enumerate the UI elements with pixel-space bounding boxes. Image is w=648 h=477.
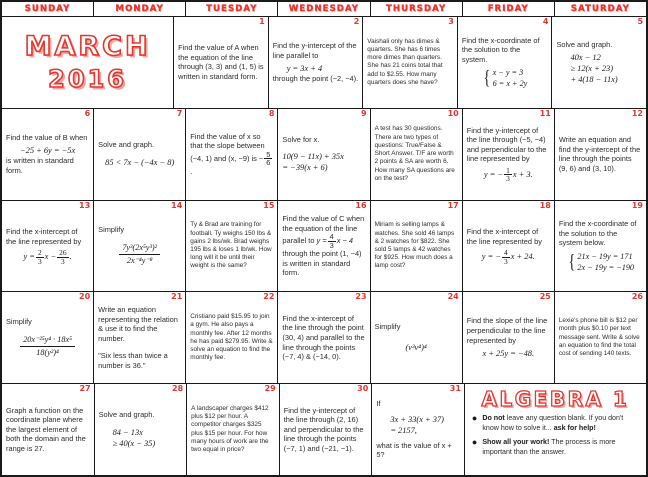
day-number: 13	[79, 200, 91, 210]
day-cell-18[interactable]	[463, 201, 555, 292]
weekday-header-monday	[94, 2, 186, 16]
weekday-header-row	[2, 2, 646, 17]
day-cell-28[interactable]	[95, 384, 188, 475]
day-number: 20	[79, 292, 91, 302]
day-cell-2[interactable]	[269, 17, 364, 108]
day-number: 27	[79, 384, 91, 394]
problem-equation: 85 < 7x − (−4x − 8)	[105, 157, 175, 167]
day-problem	[98, 225, 181, 266]
problem-quote: "Six less than twice a number is 36."	[98, 351, 168, 370]
day-problem	[375, 322, 458, 353]
promo-bullet-list	[472, 414, 639, 462]
week-row-4	[2, 292, 646, 384]
problem-equation	[98, 242, 181, 267]
day-number: 15	[263, 200, 275, 210]
weekday-label: SUNDAY	[24, 4, 71, 14]
day-problem	[178, 43, 264, 81]
weekday-label: FRIDAY	[487, 4, 529, 14]
day-cell-20[interactable]	[2, 292, 94, 383]
problem-text: Find the slope of the line perpendicular to the line represented by	[466, 316, 548, 345]
day-problem	[99, 410, 183, 449]
day-cell-31[interactable]	[372, 384, 465, 475]
weekday-label: MONDAY	[115, 4, 164, 14]
day-problem	[6, 227, 89, 265]
day-problem	[284, 406, 368, 454]
day-cell-26[interactable]	[555, 292, 646, 383]
problem-text: Solve and graph.	[98, 140, 155, 150]
day-problem	[375, 221, 458, 270]
problem-text: Solve and graph.	[98, 410, 155, 420]
day-cell-17[interactable]	[371, 201, 463, 292]
day-problem	[282, 314, 365, 362]
day-number: 8	[268, 108, 275, 118]
weekday-header-wednesday	[278, 2, 370, 16]
problem-text: Find the x-intercept of the line represented by	[6, 226, 82, 246]
problem-text: Find the value of x so that the slope between (−4, 1) and (x, −9) is − $\frac{5}{6}$ .	[190, 131, 271, 176]
day-problem	[190, 313, 273, 362]
day-cell-3[interactable]	[363, 17, 458, 108]
problem-text: Find the y-intercept of the line through (−5, −4) and perpendicular to the line represented by	[466, 125, 547, 164]
week-row-3	[2, 201, 646, 293]
fraction: $\frac{\text{20x⁻²⁵y⁴ · 18x⁵}}{\text{18(y²)⁴}}$	[20, 335, 75, 359]
weekday-header-tuesday	[186, 2, 278, 16]
weekday-header-friday	[463, 2, 555, 16]
day-cell-15[interactable]	[186, 201, 278, 292]
problem-equation: 40x − 12 ≥ 12(x + 23) + 4(18 − 11x)	[570, 53, 618, 85]
problem-equation: y = − $\frac{1}{3}$ x + 3.	[483, 165, 533, 184]
day-number: 19	[631, 200, 643, 210]
problem-equation: −25 + 6y = −5x	[20, 146, 76, 156]
day-cell-23[interactable]	[278, 292, 370, 383]
calendar-title-cell	[2, 17, 174, 108]
day-cell-16[interactable]	[278, 201, 370, 292]
promo-bullet-text: Do not leave any question blank. If you don't know how to solve it... ask for help!	[482, 414, 624, 432]
problem-equation	[559, 251, 642, 273]
brace-glyph: {	[568, 250, 575, 273]
day-problem	[467, 316, 550, 359]
week-row-1	[2, 17, 646, 109]
title-month: MARCH	[24, 30, 151, 62]
problem-text: Solve for x.	[282, 135, 320, 145]
fraction: $\frac{4}{3}$	[504, 248, 508, 266]
day-problem	[559, 317, 642, 358]
day-number: 18	[539, 200, 551, 210]
problem-text: Find the value of B when	[6, 132, 88, 142]
problem-text: Graph a function on the coordinate plane where the largest element of both the domain and the range is 27.	[6, 405, 86, 453]
equation-system: { x − y = 3 6 = x + 2y	[483, 67, 528, 90]
day-problem	[190, 132, 273, 177]
problem-text: Miriam is selling lamps & watches. She sold 46 lamps & 2 watches for $822. She sold 5 lamps & 42 watches for $925. How much does a lamp cost?	[374, 221, 455, 270]
day-number: 12	[631, 108, 643, 118]
day-number: 29	[264, 384, 276, 394]
problem-text-2: is written in standard form.	[6, 156, 74, 175]
problem-text: Simplify	[98, 225, 125, 235]
day-problem	[282, 135, 365, 173]
day-cell-22[interactable]	[186, 292, 278, 383]
day-problem	[6, 317, 89, 358]
problem-text: Write an equation and find the y-intercept of the line through the points (9, 6) and (3, 10).	[558, 135, 641, 173]
day-cell-4[interactable]	[458, 17, 553, 108]
fraction: $\frac{\text{7y³(2x⁵y³)²}}{\text{2x⁻⁴y⁻⁸}}$	[119, 243, 160, 267]
day-problem	[191, 405, 275, 454]
day-problem	[98, 140, 181, 168]
day-problem	[273, 41, 359, 84]
day-number: 24	[447, 292, 459, 302]
day-problem	[462, 36, 548, 90]
day-problem	[559, 219, 642, 273]
week-row-2	[2, 109, 646, 201]
day-cell-19[interactable]	[555, 201, 646, 292]
day-number: 21	[171, 292, 183, 302]
day-number: 4	[542, 17, 549, 26]
brace-glyph: {	[483, 67, 491, 90]
problem-text: A landscaper charges $412 plus $12 per hour. A competitor charges $325 plus $15 per hour. For how many hours of work are the two equal in price?	[191, 404, 269, 453]
day-problem	[98, 305, 181, 371]
day-problem	[467, 126, 550, 183]
problem-text: Find the value of A when the equation of the line through (3, 3) and (1, 5) is written in standard form.	[178, 43, 264, 81]
day-number: 23	[355, 292, 367, 302]
bullet-dot-icon: ●	[471, 413, 478, 424]
day-problem	[376, 399, 460, 460]
weekday-label: SATURDAY	[570, 4, 630, 14]
day-cell-9[interactable]	[278, 109, 370, 200]
problem-equation: 84 − 13x ≥ 40(x − 35)	[112, 427, 156, 448]
problem-text: Simplify	[374, 322, 401, 332]
day-number: 1	[259, 17, 265, 26]
problem-text: If	[376, 399, 381, 409]
day-problem	[190, 221, 273, 270]
equation-system: { 21x − 19y = 171 2x − 19y = −190	[568, 250, 635, 273]
problem-text: Simplify	[6, 317, 32, 327]
day-number: 26	[631, 292, 643, 302]
day-cell-27[interactable]	[2, 384, 95, 475]
day-number: 17	[447, 200, 459, 210]
weekday-header-saturday	[555, 2, 646, 16]
day-problem	[282, 214, 365, 278]
promo-title: ALGEBRA 1	[481, 387, 630, 412]
day-problem	[6, 133, 89, 176]
problem-equation: 10(9 − 11x) + 35x = −39(x + 6)	[282, 151, 344, 172]
day-cell-7[interactable]	[94, 109, 186, 200]
day-number: 10	[447, 108, 459, 118]
promo-bullet-text: Show all your work! The process is more important than the answer.	[482, 438, 616, 456]
day-cell-8[interactable]	[186, 109, 278, 200]
fraction: $\frac{5}{6}$	[266, 150, 271, 168]
problem-text: Find the x-coordinate of the solution to the system below.	[558, 219, 637, 248]
algebra-promo-cell	[465, 384, 646, 475]
problem-equation: y = − $\frac{4}{3}$ x + 24.	[481, 248, 535, 266]
day-number: 31	[449, 384, 461, 394]
problem-text: Write an equation representing the relation & use it to find the number.	[98, 305, 178, 343]
problem-text: Find the y-intercept of the line through (2, 16) and perpendicular to the line through the points (−7, 1) and (−21, −1).	[283, 405, 364, 453]
day-number: 28	[172, 384, 184, 394]
problem-equation: y = $\frac{2}{3}$ x − $\frac{26}{3}$ .	[23, 248, 72, 266]
day-cell-24[interactable]	[371, 292, 463, 383]
problem-text: Find the value of C when the equation of the line parallel to y = $\frac{4}{3}$ x − 4 through the point (1, −4) is written in standard form.	[282, 214, 365, 278]
problem-text: Find the x-intercept of the line represented by	[466, 226, 542, 246]
problem-text: Solve and graph.	[556, 39, 613, 49]
day-number: 7	[176, 108, 183, 118]
day-number: 6	[84, 108, 91, 118]
day-cell-29[interactable]	[187, 384, 280, 475]
weekday-label: THURSDAY	[386, 4, 447, 14]
weekday-header-thursday	[371, 2, 463, 16]
weekday-label: WEDNESDAY	[288, 4, 360, 14]
weekday-label: TUESDAY	[206, 4, 258, 14]
day-number: 14	[171, 200, 183, 210]
fraction: $\frac{1}{3}$	[506, 165, 510, 184]
problem-equation: 3x + 33(x + 37) = 2157,	[390, 414, 444, 435]
day-number: 2	[353, 17, 360, 26]
problem-equation: y = 3x + 4	[286, 64, 323, 74]
day-number: 5	[637, 17, 644, 26]
problem-text: Cristiano paid $15.95 to join a gym. He also pays a monthly fee. After 12 months he has paid $279.95. Write & solve an equation to find the monthly fee.	[190, 313, 273, 362]
day-cell-13[interactable]	[2, 201, 94, 292]
day-problem	[375, 125, 458, 182]
problem-equation: x + 25y = −48.	[482, 349, 535, 359]
week-row-5	[2, 384, 646, 475]
fraction: $\frac{26}{3}$	[59, 248, 67, 266]
weekday-header-sunday	[2, 2, 94, 16]
day-number: 25	[539, 292, 551, 302]
problem-text: Ty & Brad are training for football. Ty weighs 150 lbs & gains 2 lbs/wk. Brad weighs 195 lbs & loses 1 lb/wk. How long will it be until their weight is the same?	[190, 221, 272, 270]
day-cell-11[interactable]	[463, 109, 555, 200]
day-number: 16	[355, 200, 367, 210]
day-problem	[6, 406, 90, 454]
day-problem	[556, 40, 642, 86]
day-cell-1[interactable]	[174, 17, 269, 108]
day-number: 9	[360, 108, 367, 118]
day-problem	[559, 135, 642, 173]
day-cell-12[interactable]	[555, 109, 646, 200]
problem-text: A test has 30 questions. There are two types of questions: True/False & Short Answer. T/F are worth 2 points & SA are worth 6. How many SA questions are on the test?	[374, 125, 455, 182]
day-number: 3	[448, 17, 454, 26]
problem-text: Find the x-intercept of the line through the point (30, 4) and parallel to the line through the points (−7, 4) & (−14, 0).	[282, 313, 365, 362]
day-cell-6[interactable]	[2, 109, 94, 200]
day-problem	[367, 38, 453, 87]
problem-text-2: what is the value of x + 5?	[376, 440, 452, 460]
problem-equation	[462, 67, 548, 89]
promo-bullet-item	[472, 414, 639, 433]
bullet-dot-icon: ●	[471, 437, 478, 448]
day-cell-10[interactable]	[371, 109, 463, 200]
problem-text: Find the x-coordinate of the solution to the system.	[461, 35, 540, 64]
title-year: 2016	[48, 64, 127, 93]
problem-text: Lexie's phone bill is $12 per month plus $0.10 per text message sent. Write & solve an equation to find the total cost of sending 140 texts.	[558, 317, 640, 358]
problem-equation	[6, 334, 89, 359]
problem-text-2: through the point (−2, −4).	[272, 74, 359, 84]
day-problem	[467, 227, 550, 265]
day-number: 22	[263, 292, 275, 302]
day-cell-5[interactable]	[552, 17, 646, 108]
problem-equation: (v³v⁴)⁴	[405, 343, 427, 353]
day-number: 11	[539, 108, 551, 118]
fraction: $\frac{2}{3}$	[37, 248, 42, 266]
problem-text: Vaishali only has dimes & quarters. She has 6 times more dimes than quarters. She has 21 coins total that add to $2.55. How many quarters does she have?	[367, 37, 443, 86]
fraction: $\frac{4}{3}$	[329, 232, 334, 250]
day-cell-25[interactable]	[463, 292, 555, 383]
day-cell-14[interactable]	[94, 201, 186, 292]
problem-text: Find the y-intercept of the line parallel to	[272, 41, 357, 60]
promo-bullet-item	[472, 438, 639, 457]
day-cell-30[interactable]	[280, 384, 373, 475]
day-number: 30	[357, 384, 369, 394]
day-cell-21[interactable]	[94, 292, 186, 383]
